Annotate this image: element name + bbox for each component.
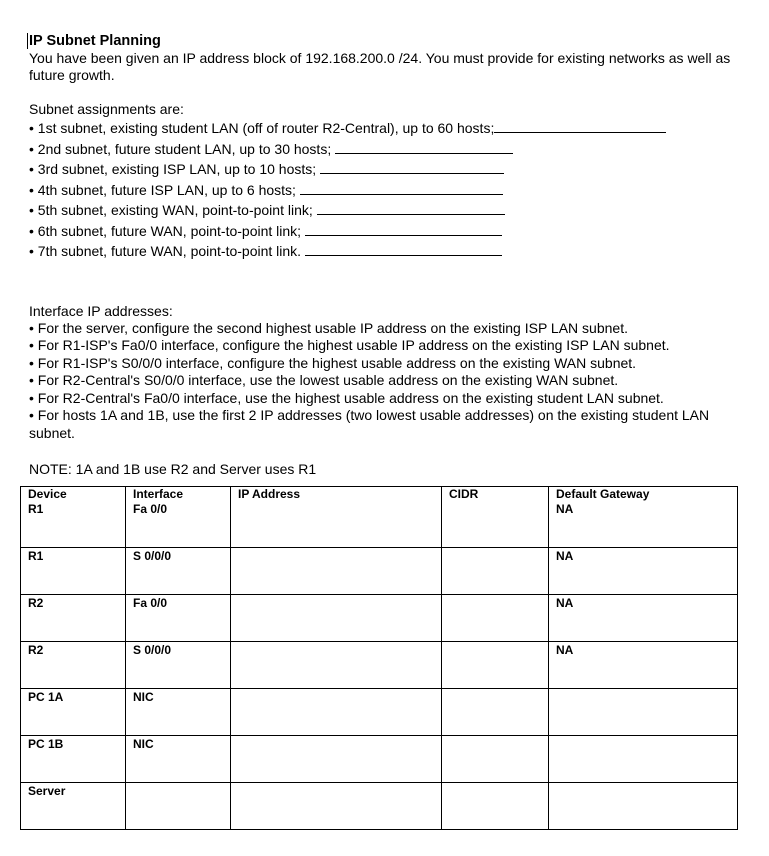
- table-row: [21, 642, 738, 689]
- answer-blank[interactable]: [494, 119, 666, 133]
- cell-ip-address[interactable]: [231, 501, 442, 548]
- cell-interface: S 0/0/0: [126, 642, 231, 689]
- cell-ip-address[interactable]: [231, 736, 442, 783]
- cell-device: PC 1A: [21, 689, 126, 736]
- cell-interface: Fa 0/0: [126, 595, 231, 642]
- answer-blank[interactable]: [320, 160, 504, 174]
- answer-blank[interactable]: [305, 222, 502, 236]
- interface-item: • For R2-Central's S0/0/0 interface, use the lowest usable address on the existing WAN subnet.: [29, 372, 619, 389]
- interface-item: • For the server, configure the second highest usable IP address on the existing ISP LAN subnet.: [29, 319, 628, 336]
- subnet-item: • 7th subnet, future WAN, point-to-point link.: [29, 241, 754, 262]
- answer-blank[interactable]: [317, 201, 505, 215]
- table-row: [21, 595, 738, 642]
- addressing-table: [20, 486, 738, 830]
- cell-cidr[interactable]: [442, 689, 549, 736]
- subnet-item: • 5th subnet, existing WAN, point-to-point link;: [29, 200, 754, 221]
- cell-default-gateway[interactable]: [549, 783, 738, 830]
- intro-text: You have been given an IP address block of 192.168.200.0 /24. You must provide for existing networks as well as future growth.: [29, 50, 731, 83]
- cell-default-gateway[interactable]: NA: [549, 642, 738, 689]
- table-row: [21, 783, 738, 830]
- answer-blank[interactable]: [335, 140, 513, 154]
- column-header-interface: Interface: [126, 487, 231, 502]
- interface-item: • For R1-ISP's Fa0/0 interface, configure the highest usable IP address on the existing ISP LAN subnet.: [29, 337, 670, 354]
- interface-item: • For R1-ISP's S0/0/0 interface, configure the highest usable address on the existing WAN subnet.: [29, 354, 637, 371]
- cell-device: R1: [21, 501, 126, 548]
- cell-default-gateway[interactable]: NA: [549, 501, 738, 548]
- column-header-cidr: CIDR: [442, 487, 549, 502]
- cell-interface: Fa 0/0: [126, 501, 231, 548]
- page-title: IP Subnet Planning: [29, 33, 161, 49]
- subnet-assignments-header: Subnet assignments are:: [29, 101, 184, 117]
- cell-interface: S 0/0/0: [126, 548, 231, 595]
- worksheet: [29, 32, 754, 478]
- cell-cidr[interactable]: [442, 501, 549, 548]
- interface-list: [29, 320, 754, 443]
- table-header-row: [21, 487, 738, 502]
- cell-cidr[interactable]: [442, 642, 549, 689]
- answer-blank[interactable]: [305, 242, 502, 256]
- cell-interface: NIC: [126, 736, 231, 783]
- cell-ip-address[interactable]: [231, 642, 442, 689]
- cell-default-gateway[interactable]: NA: [549, 595, 738, 642]
- column-header-default-gateway: Default Gateway: [549, 487, 738, 502]
- cell-device: R2: [21, 595, 126, 642]
- column-header-ip-address: IP Address: [231, 487, 442, 502]
- cell-ip-address[interactable]: [231, 595, 442, 642]
- cell-device: R1: [21, 548, 126, 595]
- answer-blank[interactable]: [300, 181, 503, 195]
- cell-cidr[interactable]: [442, 548, 549, 595]
- table-row: [21, 548, 738, 595]
- subnet-item: • 4th subnet, future ISP LAN, up to 6 hosts;: [29, 180, 754, 201]
- cell-interface: NIC: [126, 689, 231, 736]
- cell-default-gateway[interactable]: [549, 736, 738, 783]
- cell-interface[interactable]: [126, 783, 231, 830]
- subnet-item: • 2nd subnet, future student LAN, up to 30 hosts;: [29, 139, 754, 160]
- subnet-list: [29, 118, 754, 262]
- subnet-item: • 3rd subnet, existing ISP LAN, up to 10 hosts;: [29, 159, 754, 180]
- interface-addresses-header: Interface IP addresses:: [29, 302, 173, 319]
- cell-ip-address[interactable]: [231, 548, 442, 595]
- cell-ip-address[interactable]: [231, 689, 442, 736]
- interface-item: • For hosts 1A and 1B, use the first 2 IP addresses (two lowest usable addresses) on the existing student LAN subnet.: [29, 407, 710, 442]
- text-cursor: [27, 33, 28, 49]
- cell-default-gateway[interactable]: [549, 689, 738, 736]
- table-row: [21, 736, 738, 783]
- subnet-item: • 6th subnet, future WAN, point-to-point link;: [29, 221, 754, 242]
- cell-cidr[interactable]: [442, 736, 549, 783]
- cell-device: R2: [21, 642, 126, 689]
- table-row: [21, 689, 738, 736]
- table-row: [21, 501, 738, 548]
- cell-device: PC 1B: [21, 736, 126, 783]
- note-text: NOTE: 1A and 1B use R2 and Server uses R1: [29, 460, 317, 477]
- column-header-device: Device: [21, 487, 126, 502]
- cell-cidr[interactable]: [442, 595, 549, 642]
- cell-default-gateway[interactable]: NA: [549, 548, 738, 595]
- subnet-item: • 1st subnet, existing student LAN (off of router R2-Central), up to 60 hosts;: [29, 118, 754, 139]
- cell-device: Server: [21, 783, 126, 830]
- interface-item: • For R2-Central's Fa0/0 interface, use the highest usable address on the existing student LAN subnet.: [29, 389, 664, 406]
- cell-ip-address[interactable]: [231, 783, 442, 830]
- cell-cidr[interactable]: [442, 783, 549, 830]
